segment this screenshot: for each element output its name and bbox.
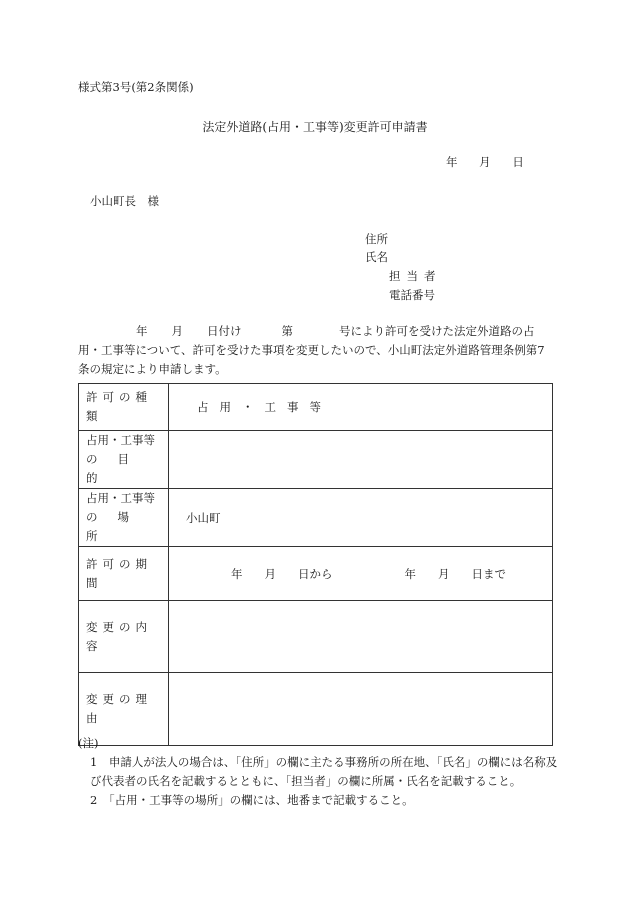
row-place: [79, 489, 553, 547]
notes-heading: (注): [78, 736, 99, 750]
period-end-day: 日まで: [471, 566, 506, 581]
form-code: 様式第3号(第2条関係): [78, 80, 194, 94]
row-permit-kind: [79, 384, 553, 431]
document-title: 法定外道路(占用・工事等)変更許可申請書: [202, 120, 428, 134]
period-value[interactable]: [169, 547, 553, 601]
period-label: 許可の期間: [79, 547, 169, 601]
statement-body: 号により許可を受けた法定外道路の占用・工事等について、許可を受けた事項を変更したいので、小山町法定外道路管理条例第7条の規定により申請します。: [78, 324, 545, 376]
application-date: [446, 154, 542, 170]
purpose-label: 占用・工事等 の目的: [79, 431, 169, 489]
period-end-year: 年: [404, 566, 416, 581]
row-period: [79, 547, 553, 601]
applicant-address-label: 住所: [365, 232, 388, 246]
statement-year: 年: [136, 324, 148, 338]
place-label: 占用・工事等 の場所: [79, 489, 169, 547]
change-content-label: 変更の内容: [79, 601, 169, 673]
row-purpose: [79, 431, 553, 489]
period-start-year: 年: [231, 566, 243, 581]
application-statement: [78, 322, 556, 379]
date-day-label: 日: [512, 155, 524, 169]
date-month-label: 月: [479, 155, 491, 169]
applicant-phone-label: 電話番号: [389, 288, 435, 302]
period-start-day: 日から: [298, 566, 333, 581]
period-end-month: 月: [438, 566, 450, 581]
statement-month: 月: [171, 324, 183, 338]
change-content-value[interactable]: [169, 601, 553, 673]
notes: [78, 734, 568, 810]
permit-kind-label: 許可の種類: [79, 384, 169, 431]
statement-dated: 日付け: [207, 324, 242, 338]
permit-kind-value: 占用・工事等: [169, 384, 553, 431]
note-item-2: 2 「占用・工事等の場所」の欄には、地番まで記載すること。: [90, 793, 414, 807]
note-item-1: 1 申請人が法人の場合は、「住所」の欄に主たる事務所の所在地、「氏名」の欄には名称及び代表者の氏名を記載するとともに、「担当者」の欄に所属・氏名を記載すること。: [90, 755, 558, 788]
purpose-value[interactable]: [169, 431, 553, 489]
change-reason-label: 変更の理由: [79, 673, 169, 746]
addressee: 小山町長 様: [90, 194, 159, 208]
date-year-label: 年: [446, 155, 458, 169]
row-change-content: [79, 601, 553, 673]
application-form-table: [78, 383, 553, 746]
applicant-representative-label: 担当者: [389, 269, 442, 283]
place-value[interactable]: 小山町: [169, 489, 553, 547]
statement-number-prefix: 第: [281, 324, 293, 338]
period-start-month: 月: [264, 566, 276, 581]
applicant-name-label: 氏名: [365, 250, 388, 264]
